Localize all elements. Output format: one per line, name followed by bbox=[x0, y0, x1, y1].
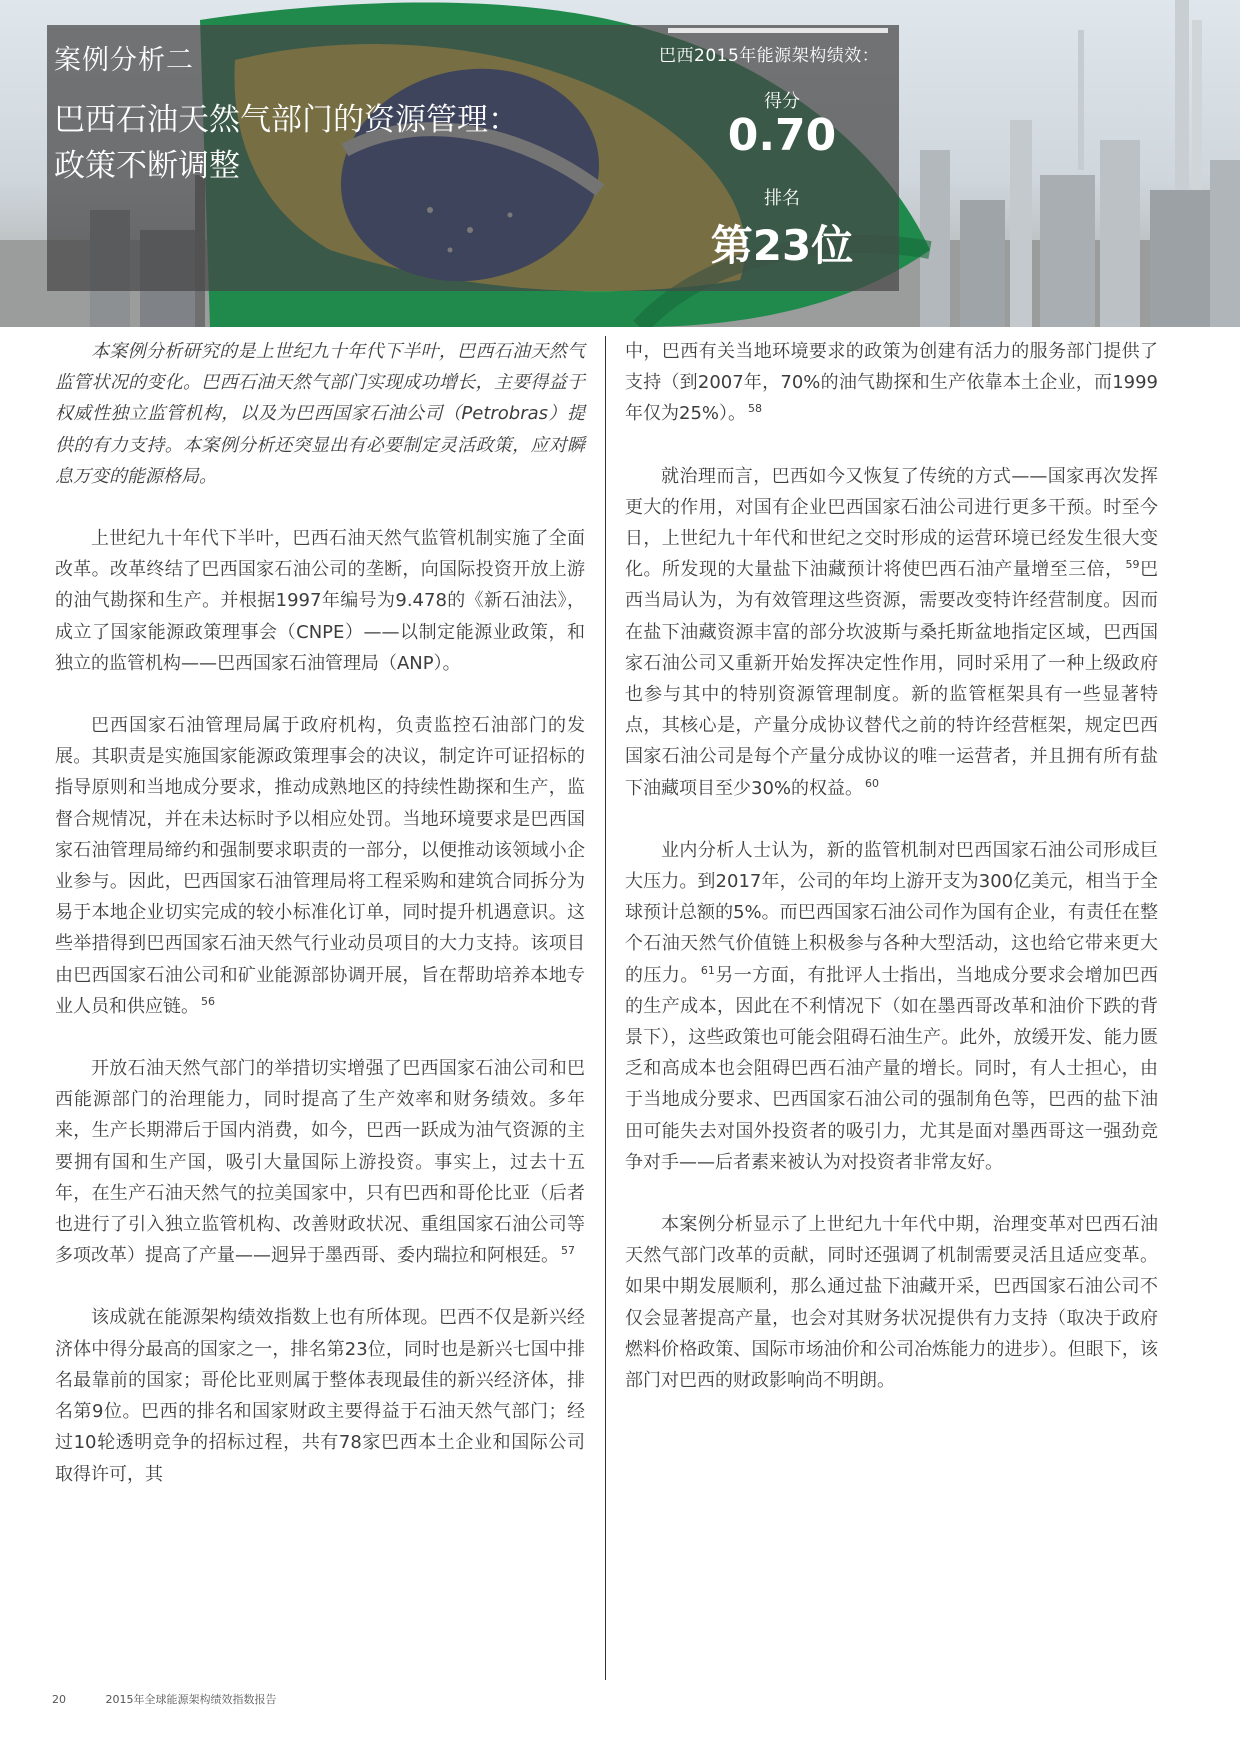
score-value: 0.70 bbox=[727, 110, 837, 161]
footnote-ref: 58 bbox=[748, 402, 763, 416]
paragraph: 本案例分析显示了上世纪九十年代中期，治理变革对巴西石油天然气部门改革的贡献，同时还强调了机制需要灵活且适应变革。如果中期发展顺利，那么通过盐下油藏开采，巴西国家石油公司不仅会显著提高产量，也会对其财务状况提供有力支持（取决于政府燃料价格政策、国际市场油价和公司冶炼能力的进步）。但眼下，该部门对巴西的财政影响尚不明朗。 bbox=[625, 1214, 1158, 1392]
footnote-ref: 60 bbox=[865, 776, 880, 790]
page-number: 20 bbox=[52, 1693, 66, 1706]
case-study-banner bbox=[47, 25, 899, 291]
paragraph: 业内分析人士认为，新的监管机制对巴西国家石油公司形成巨大压力。到2017年，公司的年均上游开支为300亿美元，相当于全球预计总额的5%。而巴西国家石油公司作为国有企业，有责任在整个石油天然气价值链上积极参与各种大型活动，这也给它带来更大的压力。 $^{61}$另一方面，有批评人士指出，当地成分要求会增加巴西的生产成本，因此在不利情况下（如在墨西哥改革和油价下跌的背景下），这些政策也可能会阻碍石油生产。此外，放缓开发、能力匮乏和高成本也会阻碍巴西石油产量的增长。同时，有人士担心，由于当地成分要求、巴西国家石油公司的强制角色等，巴西的盐下油田可能失去对国外投资者的吸引力，尤其是面对墨西哥这一强劲竞争对手——后者素来被认为对投资者非常友好。 bbox=[625, 839, 1158, 1173]
title-line-1: 巴西石油天然气部门的资源管理： bbox=[54, 102, 519, 138]
paragraph: 开放石油天然气部门的举措切实增强了巴西国家石油公司和巴西能源部门的治理能力，同时提高了生产效率和财务绩效。多年来，生产长期滞后于国内消费，如今，巴西一跃成为油气资源的主要拥有国和生产国，吸引大量国际上游投资。事实上，过去十五年，在生产石油天然气的拉美国家中，只有巴西和哥伦比亚（后者也进行了引入独立监管机构、改善财政状况、重组国家石油公司等多项改革）提高了产量——迥异于墨西哥、委内瑞拉和阿根廷。 $^{57}$ bbox=[55, 1058, 585, 1267]
performance-label: 巴西2015年能源架构绩效： bbox=[659, 46, 880, 66]
title-line-2: 政策不断调整 bbox=[54, 148, 240, 184]
rank-label: 排名 bbox=[764, 188, 800, 209]
column-divider bbox=[605, 336, 606, 1680]
paragraph: 该成就在能源架构绩效指数上也有所体现。巴西不仅是新兴经济体中得分最高的国家之一，排名第23位，同时也是新兴七国中排名最靠前的国家；哥伦比亚则属于整体表现最佳的新兴经济体，排名第9位。巴西的排名和国家财政主要得益于石油天然气部门；经过10轮透明竞争的招标过程，共有78家巴西本土企业和国际公司取得许可，其 bbox=[55, 1307, 585, 1485]
intro-paragraph: 本案例分析研究的是上世纪九十年代下半叶，巴西石油天然气监管状况的变化。巴西石油天然气部门实现成功增长，主要得益于权威性独立监管机构，以及为巴西国家石油公司（Petrobras）提供的有力支持。本案例分析还突显出有必要制定灵活政策，应对瞬息万变的能源格局。 bbox=[55, 341, 585, 487]
footnote-ref: 57 bbox=[561, 1244, 575, 1258]
page-title bbox=[54, 97, 574, 189]
paragraph: 上世纪九十年代下半叶，巴西石油天然气监管机制实施了全面改革。改革终结了巴西国家石油公司的垄断，向国际投资开放上游的油气勘探和生产。并根据1997年编号为9.478的《新石油法》，成立了国家能源政策理事会（CNPE）——以制定能源业政策，和独立的监管机构——巴西国家石油管理局（ANP）。 bbox=[55, 528, 585, 674]
report-title: 2015年全球能源架构绩效指数报告 bbox=[105, 1693, 277, 1706]
case-label: 案例分析二 bbox=[54, 45, 194, 76]
page-footer bbox=[52, 1691, 277, 1707]
paragraph: 巴西国家石油管理局属于政府机构，负责监控石油部门的发展。其职责是实施国家能源政策理事会的决议，制定许可证招标的指导原则和当地成分要求，推动成熟地区的持续性勘探和生产，监督合规情况，并在未达标时予以相应处罚。当地环境要求是巴西国家石油管理局缔约和强制要求职责的一部分，以便推动该领域小企业参与。因此，巴西国家石油管理局将工程采购和建筑合同拆分为易于本地企业切实完成的较小标准化订单，同时提升机遇意识。这些举措得到巴西国家石油天然气行业动员项目的大力支持。该项目由巴西国家石油公司和矿业能源部协调开展，旨在帮助培养本地专业人员和供应链。 $^{56}$ bbox=[55, 715, 585, 1017]
footnote-ref: 56 bbox=[201, 994, 215, 1008]
left-column bbox=[55, 336, 585, 1521]
paragraph: 就治理而言，巴西如今又恢复了传统的方式——国家再次发挥更大的作用，对国有企业巴西国家石油公司进行更多干预。时至今日，上世纪九十年代和世纪之交时形成的运营环境已经发生很大变化。所发现的大量盐下油藏预计将使巴西石油产量增至三倍， $^{59}$巴西当局认为，为有效管理这些资源，需要改变特许经营制度。因而在盐下油藏资源丰富的部分坎波斯与桑托斯盆地指定区域，巴西国家石油公司又重新开始发挥决定性作用，同时采用了一种上级政府也参与其中的特别资源管理制度。新的监管框架具有一些显著特点，其核心是，产量分成协议替代之前的特许经营框架，规定巴西国家石油公司是每个产量分成协议的唯一运营者，并且拥有所有盐下油藏项目至少30%的权益。 $^{60}$ bbox=[625, 465, 1159, 799]
score-label: 得分 bbox=[764, 91, 800, 112]
right-column bbox=[625, 336, 1158, 1427]
hero-image bbox=[0, 0, 1240, 327]
banner-rule bbox=[668, 28, 888, 33]
rank-value: 第23位 bbox=[710, 221, 854, 270]
footnote-ref: 59 bbox=[1125, 558, 1140, 572]
paragraph: 中，巴西有关当地环境要求的政策为创建有活力的服务部门提供了支持（到2007年，70%的油气勘探和生产依靠本土企业，而1999年仅为25%）。 $^{58}$ bbox=[625, 341, 1158, 425]
footnote-ref: 61 bbox=[700, 963, 715, 977]
